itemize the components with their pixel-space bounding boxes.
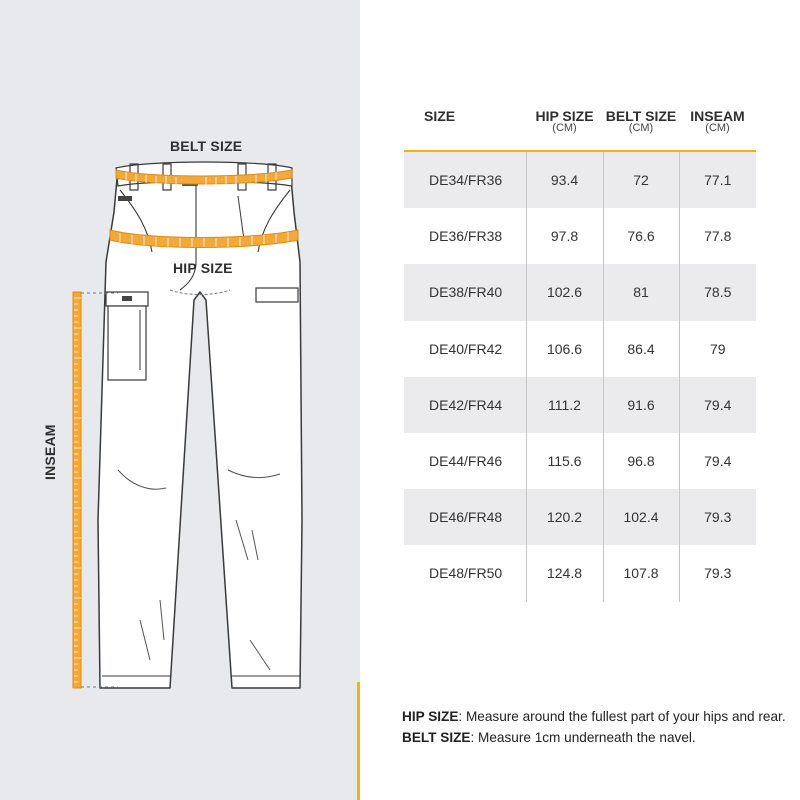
hip-size-cell: 102.6 [526,264,603,320]
belt-size-cell: 72 [603,151,679,208]
hip-size-cell: 93.4 [526,151,603,208]
accent-bar [357,682,360,800]
table-row [404,377,756,433]
inseam-cell: 79 [679,321,756,377]
hip-size-cell: 106.6 [526,321,603,377]
table-row [404,264,756,320]
size-cell: DE44/FR46 [404,433,526,489]
size-cell: DE48/FR50 [404,545,526,601]
hip-note: HIP SIZE: Measure around the fullest part of your hips and rear. [402,709,786,724]
hip-size-cell: 124.8 [526,545,603,601]
header-size: SIZE [404,108,526,151]
table-row [404,489,756,545]
belt-size-cell: 91.6 [603,377,679,433]
inseam-cell: 78.5 [679,264,756,320]
hip-size-label: HIP SIZE [173,260,233,276]
belt-note: BELT SIZE: Measure 1cm underneath the navel. [402,730,696,745]
belt-size-label: BELT SIZE [170,138,243,154]
size-cell: DE34/FR36 [404,151,526,208]
size-chart-table [404,108,756,602]
size-cell: DE40/FR42 [404,321,526,377]
table-row [404,321,756,377]
inseam-cell: 79.3 [679,489,756,545]
hip-size-cell: 115.6 [526,433,603,489]
size-cell: DE36/FR38 [404,208,526,264]
hip-size-cell: 111.2 [526,377,603,433]
header-hip-size: HIP SIZE (CM) [526,108,603,151]
inseam-cell: 79.3 [679,545,756,601]
table-row [404,151,756,208]
hip-size-cell: 97.8 [526,208,603,264]
inseam-label: INSEAM [42,424,58,480]
size-cell: DE42/FR44 [404,377,526,433]
header-inseam: INSEAM (CM) [679,108,756,151]
size-cell: DE46/FR48 [404,489,526,545]
inseam-cell: 79.4 [679,433,756,489]
belt-size-cell: 96.8 [603,433,679,489]
inseam-cell: 79.4 [679,377,756,433]
inseam-cell: 77.8 [679,208,756,264]
table-header-row [404,108,756,151]
table-row [404,545,756,601]
pants-illustration [0,0,360,800]
belt-size-cell: 102.4 [603,489,679,545]
belt-size-cell: 81 [603,264,679,320]
belt-size-cell: 86.4 [603,321,679,377]
table-row [404,433,756,489]
belt-size-cell: 76.6 [603,208,679,264]
table-row [404,208,756,264]
header-belt-size: BELT SIZE (CM) [603,108,679,151]
hip-size-cell: 120.2 [526,489,603,545]
belt-size-cell: 107.8 [603,545,679,601]
measurement-notes [402,706,786,748]
size-cell: DE38/FR40 [404,264,526,320]
inseam-cell: 77.1 [679,151,756,208]
